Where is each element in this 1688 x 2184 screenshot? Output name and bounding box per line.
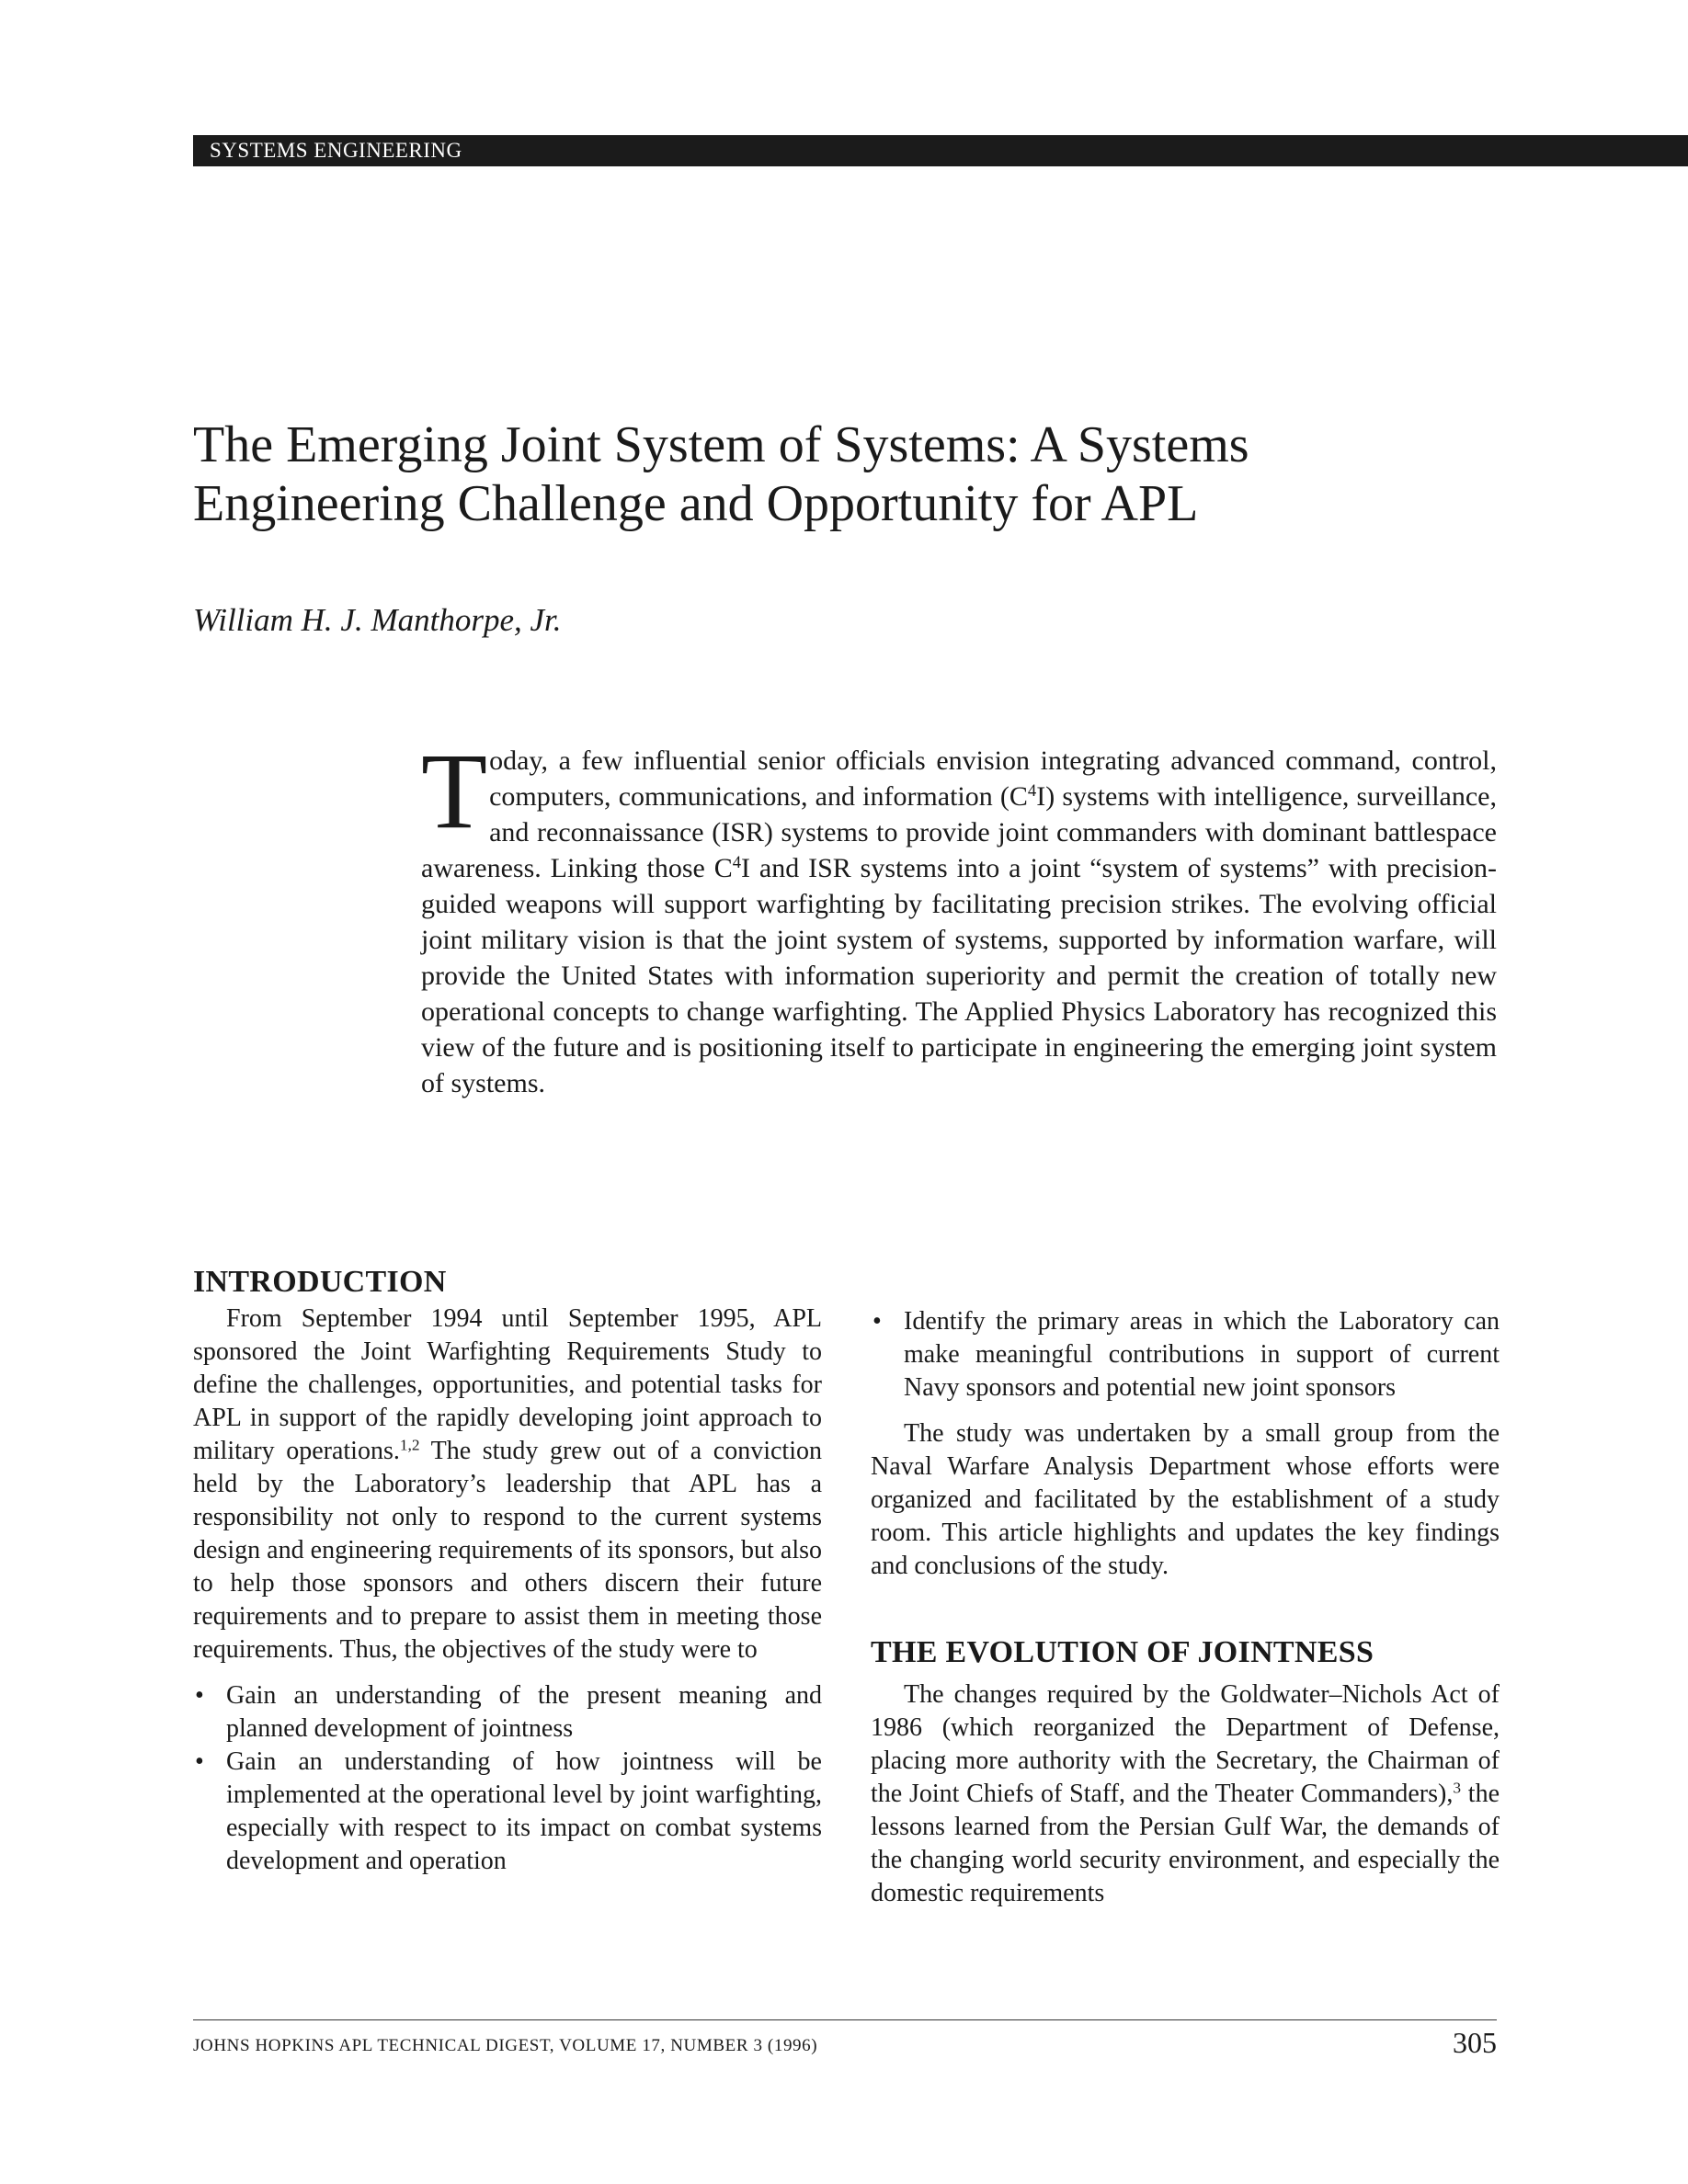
- list-item-text: Identify the primary areas in which the Laboratory can make meaningful contributions in support of current Navy sponsors and potential new joint sponsors: [904, 1307, 1500, 1402]
- left-column: [193, 1262, 822, 1878]
- drop-cap: T: [421, 731, 488, 851]
- author-name: William H. J. Manthorpe, Jr.: [193, 602, 562, 638]
- journal-citation: JOHNS HOPKINS APL TECHNICAL DIGEST, VOLUME 17, NUMBER 3 (1996): [193, 2036, 818, 2055]
- section-header-bar: [193, 135, 1688, 166]
- title-line-1: The Emerging Joint System of Systems: A Systems: [193, 416, 1249, 473]
- list-item: [193, 1746, 822, 1878]
- title-line-2: Engineering Challenge and Opportunity for APL: [193, 475, 1199, 532]
- section-label: SYSTEMS ENGINEERING: [210, 139, 462, 162]
- objectives-list-continued: [871, 1305, 1500, 1405]
- article-title: [193, 415, 1572, 533]
- introduction-paragraph: [193, 1302, 822, 1666]
- study-paragraph: The study was undertaken by a small group from the Naval Warfare Analysis Department whose efforts were organized and facilitated by the establishment of a study room. This article highlights and updates the key findings and conclusions of the study.: [871, 1419, 1500, 1580]
- evolution-text-2: the lessons learned from the Persian Gulf War, the demands of the changing world security environment, and especially the domestic requirements: [871, 1780, 1500, 1907]
- abstract-text-2: I) systems with intelligence, surveillance, and reconnaissance (ISR) systems to provide joint commanders with dominant battlespace awareness. Linking those C: [421, 781, 1497, 883]
- bullet-icon: •: [195, 1681, 204, 1710]
- abstract-text-1: oday, a few influential senior officials envision integrating advanced command, control, computers, communications, and information (C: [489, 745, 1497, 812]
- bullet-icon: •: [873, 1307, 882, 1336]
- page-number: 305: [1453, 2026, 1497, 2059]
- reference-marker: 1,2: [399, 1436, 420, 1454]
- evolution-heading: THE EVOLUTION OF JOINTNESS: [871, 1635, 1374, 1669]
- evolution-paragraph: [871, 1678, 1500, 1910]
- footer-divider: [193, 2019, 1497, 2020]
- list-item: [871, 1305, 1500, 1405]
- list-item-text: Gain an understanding of the present meaning and planned development of jointness: [226, 1681, 822, 1743]
- right-column: [871, 1305, 1500, 1910]
- abstract: [421, 731, 1497, 1101]
- list-item-text: Gain an understanding of how jointness will be implemented at the operational level by joint warfighting, especially with respect to its impact on combat systems development and operation: [226, 1747, 822, 1875]
- bullet-icon: •: [195, 1747, 204, 1776]
- reference-marker: 3: [1453, 1779, 1462, 1797]
- superscript: 4: [1027, 780, 1037, 801]
- intro-text-1: From September 1994 until September 1995, APL sponsored the Joint Warfighting Requirements Study to define the challenges, opportunities, and potential tasks for APL in support of the rapidly developing joint approach to military operations.: [193, 1304, 822, 1465]
- objectives-list: [193, 1679, 822, 1878]
- superscript: 4: [732, 852, 742, 872]
- evolution-text-1: The changes required by the Goldwater–Nichols Act of 1986 (which reorganized the Department of Defense, placing more authority with the Secretary, the Chairman of the Joint Chiefs of Staff, and the Theater Commanders),: [871, 1680, 1500, 1808]
- introduction-heading: INTRODUCTION: [193, 1265, 447, 1299]
- list-item: [193, 1679, 822, 1746]
- intro-text-2: The study grew out of a conviction held by the Laboratory’s leadership that APL has a responsibility not only to respond to the current systems design and engineering requirements of its sponsors, but also to help those sponsors and others discern their future requirements and to prepare to assist them in meeting those requirements. Thus, the objectives of the study were to: [193, 1437, 822, 1664]
- abstract-text-3: I and ISR systems into a joint “system of systems” with precision-guided weapons will support warfighting by facilitating precision strikes. The evolving official joint military vision is that the joint system of systems, supported by information warfare, will provide the United States with information superiority and permit the creation of totally new operational concepts to change warfighting. The Applied Physics Laboratory has recognized this view of the future and is positioning itself to participate in engineering the emerging joint system of systems.: [421, 853, 1497, 1098]
